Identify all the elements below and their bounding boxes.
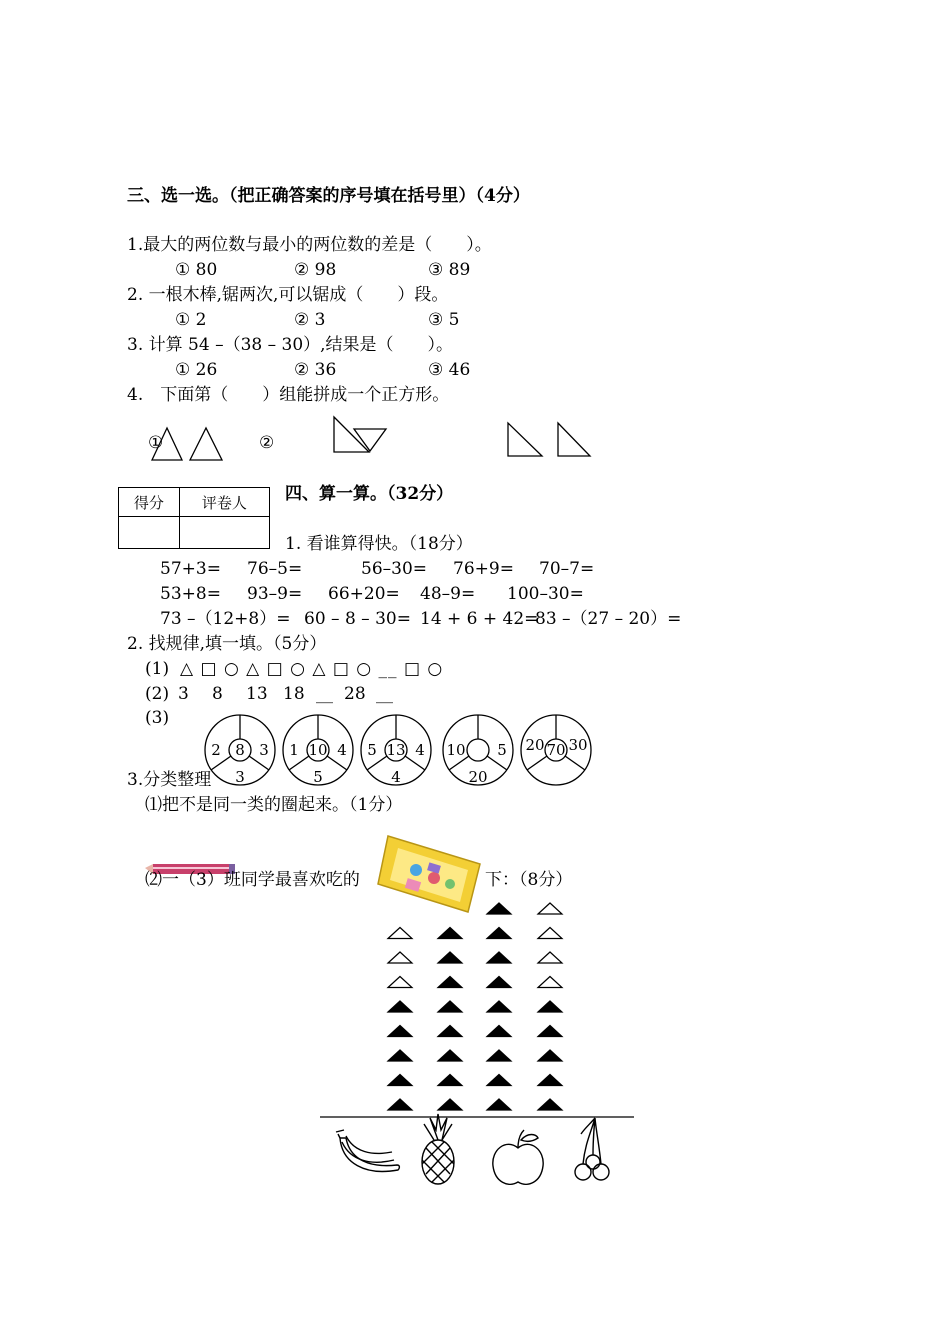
- wheel-left: 1: [289, 741, 299, 759]
- grader-cell[interactable]: [179, 517, 269, 549]
- filled-triangle-mark: [538, 1050, 562, 1061]
- q3-option-2: ② 36: [294, 360, 337, 380]
- filled-triangle-mark: [487, 903, 511, 914]
- filled-triangle-mark: [487, 1075, 511, 1086]
- filled-triangle-mark: [388, 1001, 412, 1012]
- calc-item: 70–7=: [539, 559, 595, 579]
- calc-item: 76+9=: [453, 559, 514, 579]
- filled-triangle-mark: [487, 977, 511, 988]
- hollow-triangle-mark: [538, 952, 562, 963]
- calc-item: 60 – 8 – 30=: [304, 609, 411, 629]
- number-wheels: [200, 712, 600, 788]
- wheel-right: 5: [497, 741, 507, 759]
- q4-option-2-label: ②: [259, 433, 275, 453]
- q3-option-3: ③ 46: [428, 360, 471, 380]
- pineapple-icon: [422, 1114, 454, 1184]
- wheel-bottom: 20: [468, 768, 488, 786]
- wheel-bottom: 3: [235, 768, 245, 786]
- q2-option-1: ① 2: [175, 310, 207, 330]
- calc-item: 93–9=: [247, 584, 303, 604]
- question-3: 3. 计算 54 –（38 – 30）,结果是（ ）。: [127, 335, 454, 355]
- filled-triangle-mark: [388, 1026, 412, 1037]
- wheel-center: 10: [308, 741, 328, 759]
- filled-triangle-mark: [538, 1099, 562, 1110]
- hollow-triangle-mark: [538, 977, 562, 988]
- wheel-bottom: 4: [391, 768, 401, 786]
- hollow-triangle-mark: [388, 952, 412, 963]
- section4-heading: 四、算一算。（32分）: [285, 484, 454, 504]
- number-wheel-4: [443, 715, 513, 786]
- q1-option-1: ① 80: [175, 260, 218, 280]
- q3-option-1: ① 26: [175, 360, 218, 380]
- hollow-triangle-mark: [388, 928, 412, 939]
- filled-triangle-mark: [487, 1050, 511, 1061]
- calc-item: 48–9=: [420, 584, 476, 604]
- calc-item: 73 –（12+8）=: [160, 609, 291, 629]
- calc-item: 66+20=: [328, 584, 400, 604]
- number-wheel-5: [521, 715, 591, 785]
- question-2: 2. 一根木棒,锯两次,可以锯成（ ）段。: [127, 285, 449, 305]
- filled-triangle-mark: [438, 977, 462, 988]
- calc-item: 53+8=: [160, 584, 221, 604]
- wheel-center: 8: [235, 741, 245, 759]
- filled-triangle-mark: [438, 1001, 462, 1012]
- q4-option-1-triangles: [150, 425, 230, 465]
- filled-triangle-mark: [487, 952, 511, 963]
- q2-option-2: ② 3: [294, 310, 326, 330]
- wheel-right: 3: [259, 741, 269, 759]
- filled-triangle-mark: [438, 1099, 462, 1110]
- pattern-2-item: 8: [212, 684, 223, 704]
- calc-item: 14 + 6 + 42=: [420, 609, 539, 629]
- pattern-2-label: (2): [145, 684, 170, 704]
- wheel-left: 2: [211, 741, 221, 759]
- wheel-right: 4: [415, 741, 425, 759]
- pattern-2-item: 28: [344, 684, 366, 704]
- filled-triangle-mark: [487, 1026, 511, 1037]
- q3-sub1: ⑴把不是同一类的圈起来。（1分）: [145, 795, 403, 815]
- q1-option-2: ② 98: [294, 260, 337, 280]
- filled-triangle-mark: [438, 1075, 462, 1086]
- filled-triangle-mark: [438, 1026, 462, 1037]
- score-header: 得分: [119, 488, 180, 517]
- q1-option-3: ③ 89: [428, 260, 471, 280]
- wheel-left: 20: [525, 736, 545, 754]
- q3-sub2-left: ⑵一（3）班同学最喜欢吃的: [145, 870, 360, 890]
- pattern-2-item: 13: [246, 684, 268, 704]
- calc-item: 100–30=: [507, 584, 584, 604]
- filled-triangle-mark: [438, 928, 462, 939]
- section3-heading: 三、选一选。（把正确答案的序号填在括号里）（4分）: [127, 186, 530, 206]
- q2-option-3: ③ 5: [428, 310, 460, 330]
- filled-triangle-mark: [438, 1050, 462, 1061]
- wheel-right: 30: [568, 736, 588, 754]
- q1-title: 1. 看谁算得快。（18分）: [285, 534, 473, 554]
- banana-icon: [336, 1130, 399, 1171]
- wheel-bottom: 5: [313, 768, 323, 786]
- filled-triangle-mark: [538, 1075, 562, 1086]
- hollow-triangle-mark: [538, 903, 562, 914]
- filled-triangle-mark: [487, 928, 511, 939]
- q3-title: 3.分类整理: [127, 770, 212, 790]
- pattern-2-item: 18: [283, 684, 305, 704]
- filled-triangle-mark: [438, 952, 462, 963]
- pattern-1-label: (1): [145, 659, 170, 679]
- calc-item: 56–30=: [361, 559, 428, 579]
- pattern-1-sequence: △ □ ○ △ □ ○ △ □ ○ __ □ ○: [180, 659, 444, 679]
- pattern-2-blank: __: [316, 684, 333, 704]
- number-wheel-3: [361, 715, 431, 786]
- grader-header: 评卷人: [179, 488, 269, 517]
- filled-triangle-mark: [487, 1001, 511, 1012]
- q2-title: 2. 找规律,填一填。（5分）: [127, 634, 327, 654]
- q4-option-3-triangles: [506, 420, 596, 460]
- wheel-left: 5: [367, 741, 377, 759]
- q3-sub2-right: 下：（8分）: [485, 870, 573, 890]
- hollow-triangle-mark: [388, 977, 412, 988]
- pattern-2-item: 3: [178, 684, 189, 704]
- cherry-icon: [575, 1118, 609, 1180]
- wheel-left: 10: [446, 741, 466, 759]
- filled-triangle-mark: [388, 1050, 412, 1061]
- filled-triangle-mark: [538, 1001, 562, 1012]
- fruit-pictograph: [310, 888, 650, 1198]
- pattern-2-blank: __: [376, 684, 393, 704]
- calc-item: 76–5=: [247, 559, 303, 579]
- number-wheel-1: [205, 715, 275, 786]
- question-4: 4. 下面第（ ）组能拼成一个正方形。: [127, 385, 450, 405]
- calc-item: 57+3=: [160, 559, 221, 579]
- q4-option-1-label: ①: [148, 433, 164, 453]
- filled-triangle-mark: [388, 1075, 412, 1086]
- hollow-triangle-mark: [538, 928, 562, 939]
- pattern-3-label: (3): [145, 708, 170, 728]
- wheel-center: 13: [386, 741, 406, 759]
- q4-option-2-triangles: [332, 415, 392, 455]
- number-wheel-2: [283, 715, 353, 786]
- apple-icon: [493, 1130, 543, 1184]
- filled-triangle-mark: [538, 1026, 562, 1037]
- question-1: 1.最大的两位数与最小的两位数的差是（ ）。: [127, 235, 492, 255]
- score-table: [118, 487, 270, 549]
- wheel-center: 70: [546, 741, 566, 759]
- wheel-right: 4: [337, 741, 347, 759]
- score-cell[interactable]: [119, 517, 180, 549]
- filled-triangle-mark: [388, 1099, 412, 1110]
- filled-triangle-mark: [487, 1099, 511, 1110]
- calc-item: 83 –（27 – 20）=: [535, 609, 682, 629]
